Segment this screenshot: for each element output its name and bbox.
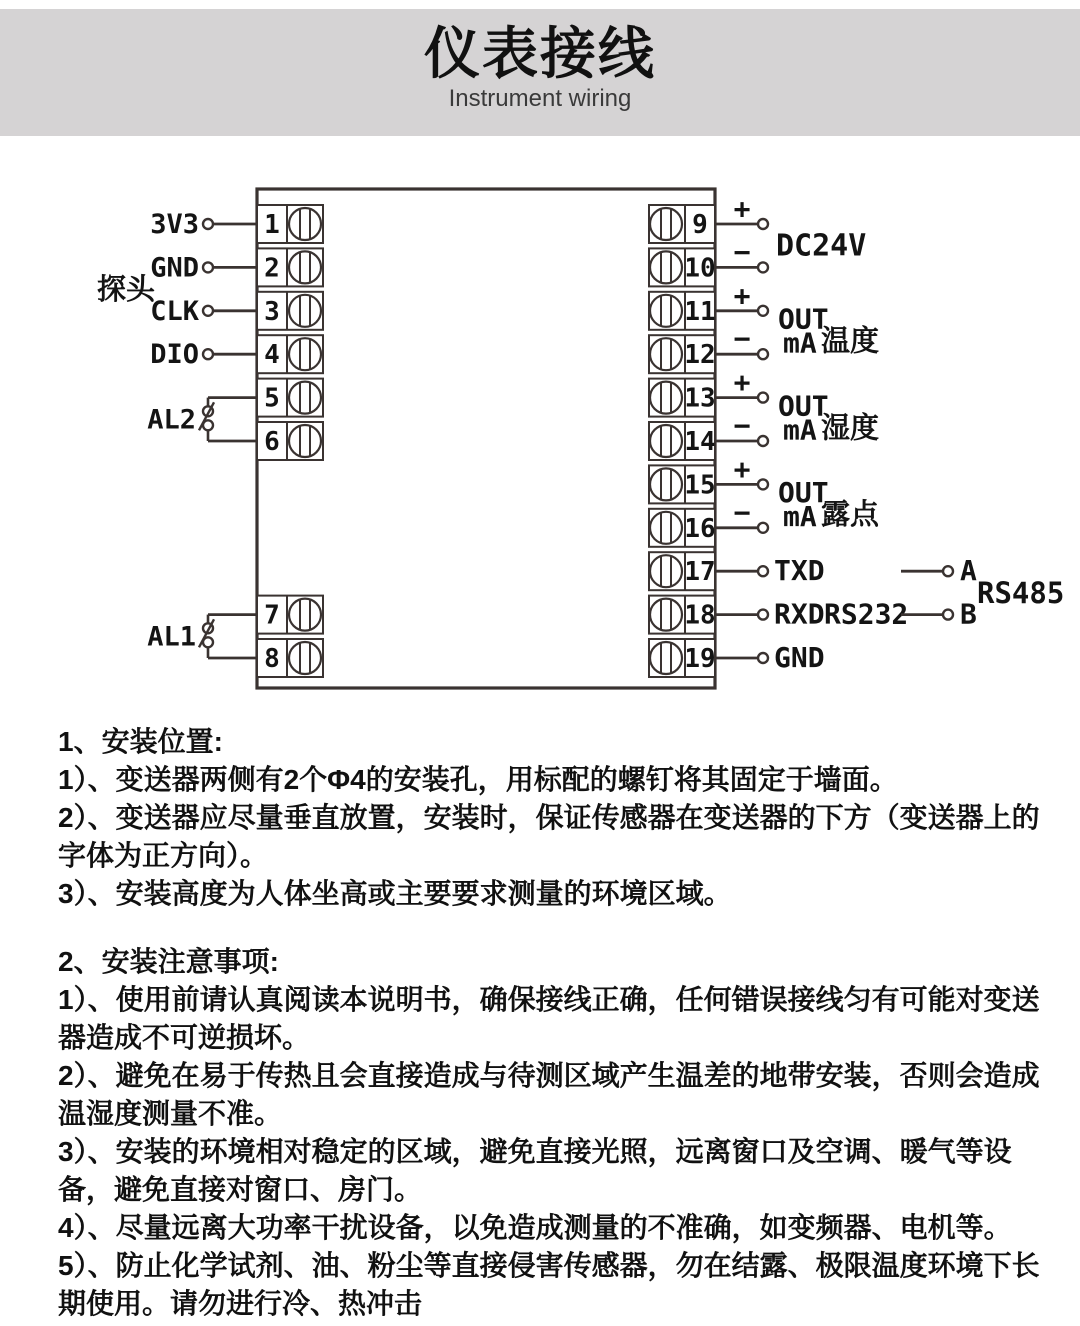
minus-sign: −	[733, 495, 751, 529]
group-label-dc24v: DC24V	[776, 228, 867, 264]
minus-dot	[758, 436, 768, 446]
pin-label-al1: AL1	[147, 621, 196, 653]
terminal-number: 5	[264, 383, 280, 414]
group-label-cn: 露点	[821, 499, 880, 532]
label-rs485: RS485	[977, 575, 1065, 610]
label-rs232: RS232	[824, 597, 909, 631]
pin-dot-3V3	[203, 219, 213, 229]
plus-sign: +	[733, 365, 751, 399]
terminal-number: 18	[684, 600, 716, 631]
terminal-number: 10	[684, 253, 716, 284]
group-label-cn: 温度	[821, 325, 880, 358]
instruction-line: 3）、安装高度为人体坐高或主要要求测量的环境区域。	[58, 878, 732, 909]
label-rs485-a: A	[960, 554, 977, 588]
instruction-line: 1）、变送器两侧有2个Φ4的安装孔，用标配的螺钉将其固定于墙面。	[58, 764, 898, 795]
pin-dot-rxd	[758, 610, 768, 620]
wiring-diagram	[0, 180, 1080, 710]
terminal-number: 9	[692, 210, 708, 240]
plus-sign: +	[733, 452, 751, 486]
terminal-number: 11	[684, 296, 716, 327]
terminal-number: 2	[264, 253, 280, 284]
transmitter-outline	[257, 189, 715, 688]
section-items	[58, 981, 1048, 1323]
instruction-line: 5）、防止化学试剂、油、粉尘等直接侵害传感器，勿在结露、极限温度环境下长期使用。请勿进行冷、热冲击	[58, 1250, 1040, 1319]
terminal-number: 15	[684, 470, 716, 501]
instruction-line: 2）、变送器应尽量垂直放置，安装时，保证传感器在变送器的下方（变送器上的字体为正方向）。	[58, 802, 1040, 871]
terminal-number: 12	[684, 340, 716, 371]
page-title: 仪表接线	[424, 22, 656, 85]
pin-dot-txd	[758, 566, 768, 576]
minus-dot	[758, 349, 768, 359]
pin-dot-CLK	[203, 306, 213, 316]
header-band	[0, 9, 1080, 136]
probe-label: 探头	[97, 274, 156, 306]
pin-label-3v3: 3V3	[150, 209, 199, 240]
terminal-number: 13	[684, 383, 716, 414]
terminal-number: 6	[264, 427, 280, 457]
group-label-out: OUT	[778, 302, 829, 336]
rs485-a-dot	[943, 566, 953, 576]
pin-label-gnd: GND	[150, 252, 199, 284]
pin-label-txd: TXD	[774, 554, 825, 588]
plus-sign: +	[733, 278, 751, 312]
rs485-b-dot	[943, 610, 953, 620]
pin-label-gnd: GND	[774, 641, 825, 674]
minus-sign: −	[733, 322, 751, 356]
terminal-number: 7	[264, 600, 280, 631]
section-install-notes	[58, 943, 1048, 1323]
section-install-position	[58, 723, 1048, 913]
terminal-number: 8	[264, 644, 280, 674]
terminal-number: 19	[684, 644, 716, 674]
section-items	[58, 761, 1048, 913]
instruction-sections	[58, 723, 1048, 1323]
group-label-out: OUT	[778, 389, 829, 423]
group-label-out: OUT	[778, 476, 829, 510]
plus-dot	[758, 479, 768, 489]
section-heading: 1、安装位置:	[58, 726, 223, 757]
minus-sign: −	[733, 409, 751, 442]
pin-dot-DIO	[203, 349, 213, 359]
label-rs485-b: B	[960, 597, 977, 631]
terminal-number: 17	[684, 557, 716, 588]
minus-dot	[758, 262, 768, 272]
instruction-line: 2）、避免在易于传热且会直接造成与待测区域产生温差的地带安装，否则会造成温湿度测量不准。	[58, 1060, 1040, 1129]
plus-dot	[758, 306, 768, 316]
pin-label-al2: AL2	[147, 404, 196, 436]
instruction-line: 3）、安装的环境相对稳定的区域，避免直接光照，远离窗口及空调、暖气等设备，避免直接对窗口、房门。	[58, 1136, 1012, 1205]
group-label-ma: mA	[783, 326, 817, 360]
minus-dot	[758, 523, 768, 533]
pin-label-clk: CLK	[150, 295, 199, 327]
instruction-line: 1）、使用前请认真阅读本说明书，确保接线正确，任何错误接线匀有可能对变送器造成不可逆损坏。	[58, 984, 1040, 1053]
terminal-number: 3	[264, 296, 280, 327]
pin-label-rxd: RXD	[774, 597, 825, 631]
page-subtitle: Instrument wiring	[448, 85, 632, 112]
plus-dot	[758, 219, 768, 229]
pin-dot-GND	[203, 262, 213, 272]
terminal-number: 14	[684, 427, 716, 457]
group-label-ma: mA	[783, 413, 817, 447]
group-label-cn: 湿度	[821, 412, 880, 445]
pin-dot-gnd	[758, 653, 768, 663]
terminal-number: 4	[264, 340, 280, 371]
plus-dot	[758, 393, 768, 403]
minus-sign: −	[733, 235, 751, 269]
group-label-ma: mA	[783, 500, 817, 534]
terminal-number: 1	[264, 210, 280, 240]
section-heading: 2、安装注意事项:	[58, 946, 279, 977]
pin-label-dio: DIO	[150, 339, 199, 371]
terminal-number: 16	[684, 513, 716, 544]
instruction-line: 4）、尽量远离大功率干扰设备，以免造成测量的不准确，如变频器、电机等。	[58, 1212, 1012, 1243]
plus-sign: +	[733, 192, 751, 225]
